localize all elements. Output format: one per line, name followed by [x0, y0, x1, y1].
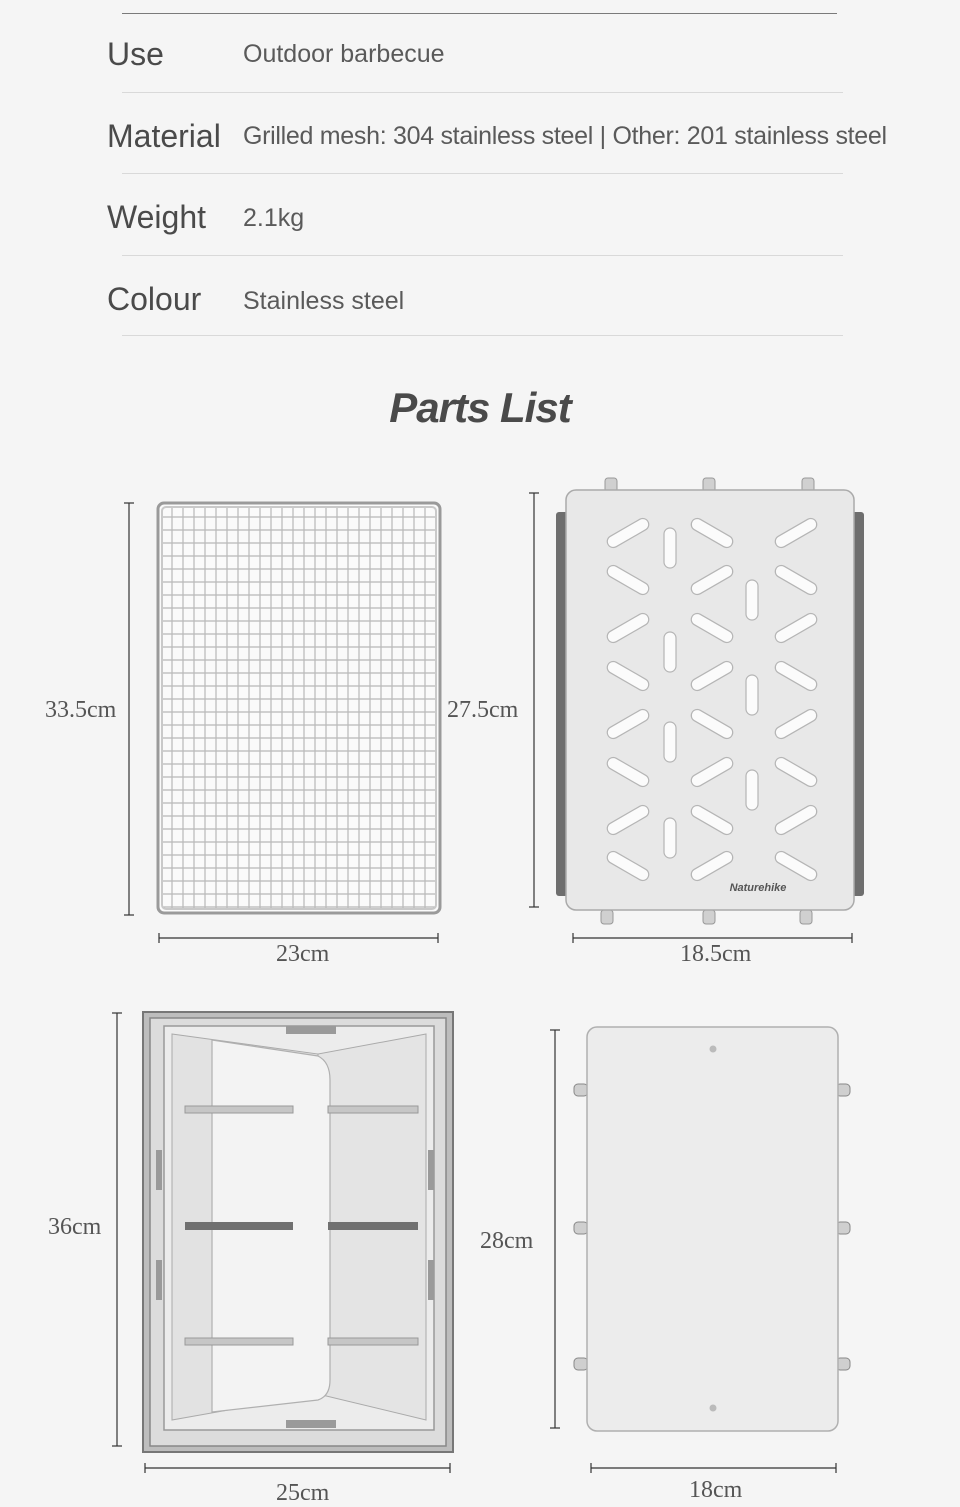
plate-width-label: 18.5cm: [680, 941, 752, 967]
frame-height-label: 36cm: [48, 1214, 102, 1240]
spec-value: Outdoor barbecue: [243, 40, 445, 68]
spec-value: Grilled mesh: 304 stainless steel | Other: 201 stainless steel: [243, 122, 887, 150]
plate-height-label: 27.5cm: [447, 697, 519, 723]
spec-label: Weight: [107, 199, 207, 235]
spec-label: Use: [107, 36, 164, 72]
panel-width-label: 18cm: [689, 1477, 743, 1503]
spec-value: 2.1kg: [243, 204, 305, 232]
spec-label: Colour: [107, 281, 202, 317]
frame-width-label: 25cm: [276, 1480, 330, 1506]
spec-value: Stainless steel: [243, 287, 405, 315]
parts-list-title: Parts List: [389, 384, 571, 431]
mesh-width-label: 23cm: [276, 941, 330, 967]
panel-height-label: 28cm: [480, 1228, 534, 1254]
dimension-line-vertical: [550, 1030, 560, 1428]
dimension-line-horizontal: [591, 1463, 836, 1473]
plate-brand-logo: Naturehike: [729, 882, 787, 894]
mesh-height-label: 33.5cm: [45, 697, 117, 723]
spec-label: Material: [107, 118, 221, 154]
